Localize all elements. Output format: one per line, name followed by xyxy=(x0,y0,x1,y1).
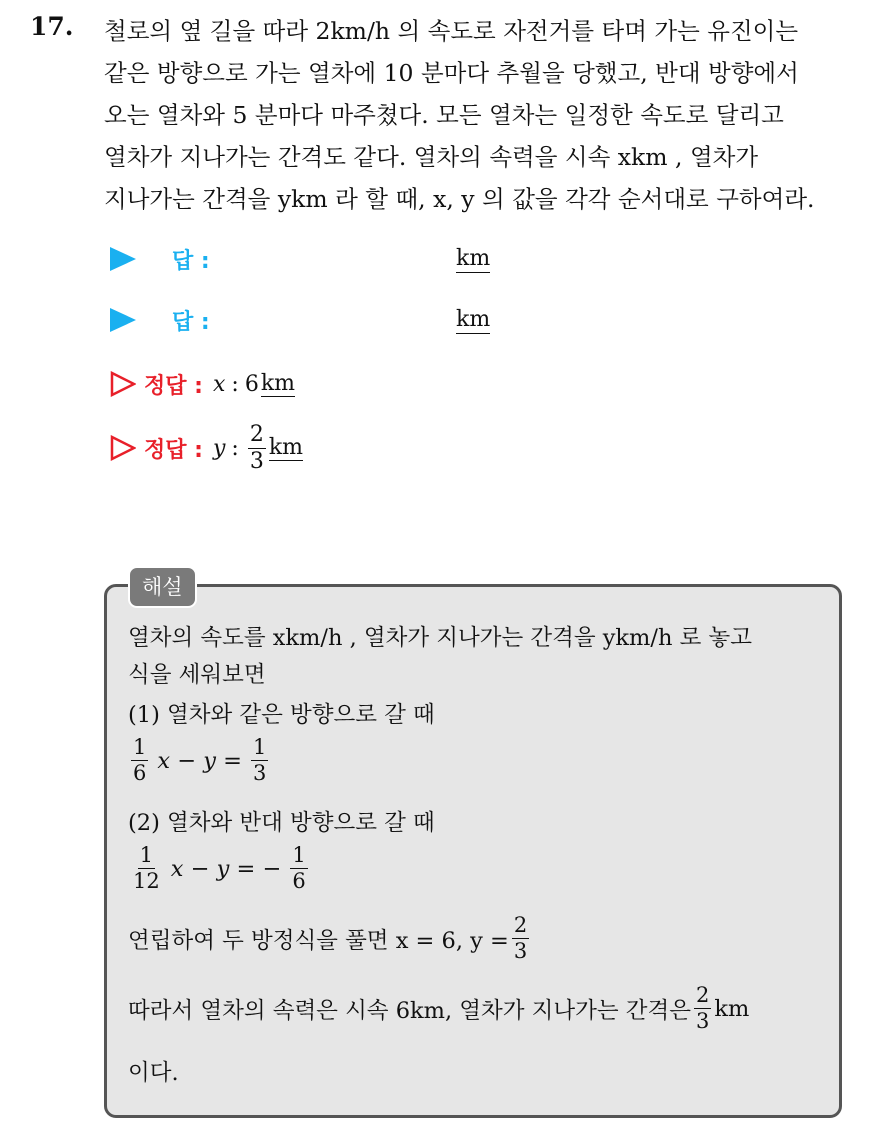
explanation-line: 식을 세워보면 xyxy=(128,662,266,688)
equation-1 xyxy=(128,737,271,784)
var-x: x xyxy=(212,371,226,397)
key-label: 정답 : xyxy=(144,373,203,399)
conclusion-text: 따라서 열차의 속력은 시속 6km, 열차가 지나가는 간격은 xyxy=(128,997,691,1024)
fraction-numerator: 1 xyxy=(139,843,154,867)
answer-row-2[interactable] xyxy=(110,300,210,340)
question-text xyxy=(104,10,864,220)
key-label: 정답 : xyxy=(144,437,203,463)
conclusion-line xyxy=(128,985,749,1032)
key-value-x xyxy=(213,372,295,397)
fraction-numerator: 2 xyxy=(695,983,710,1007)
fraction xyxy=(694,985,711,1032)
play-triangle-icon xyxy=(110,247,136,271)
solve-line xyxy=(128,915,532,962)
fraction-denominator: 3 xyxy=(249,448,264,474)
outline-triangle-icon xyxy=(110,435,136,461)
fraction xyxy=(512,915,529,962)
play-triangle-icon xyxy=(110,308,136,332)
separator: : xyxy=(231,371,239,397)
value-x: 6 xyxy=(244,371,259,397)
fraction-numerator: 1 xyxy=(292,843,306,867)
fraction-numerator: 1 xyxy=(133,735,147,759)
solve-text: 연립하여 두 방정식을 풀면 x = 6, y = xyxy=(128,927,509,954)
unit-x: km xyxy=(260,370,296,396)
fraction-denominator: 6 xyxy=(133,761,147,785)
fraction xyxy=(131,845,162,892)
fraction-numerator: 1 xyxy=(252,735,267,759)
equation-middle: x − y = − xyxy=(170,855,282,882)
question-line: 같은 방향으로 가는 열차에 10 분마다 추월을 당했고, 반대 방향에서 xyxy=(104,59,799,87)
unit-y: km xyxy=(268,434,304,460)
answer-label: 답 : xyxy=(172,248,210,274)
fraction xyxy=(290,845,307,892)
fraction-denominator: 3 xyxy=(695,1009,710,1033)
explanation-line: 열차의 속도를 xkm/h , 열차가 지나가는 간격을 ykm/h 로 놓고 xyxy=(128,625,752,651)
var-y: y xyxy=(212,435,226,461)
fraction-denominator: 3 xyxy=(513,939,528,963)
fraction-numerator: 2 xyxy=(513,913,528,937)
fraction-denominator: 12 xyxy=(133,869,160,893)
outline-triangle-icon xyxy=(110,371,136,397)
answer-label: 답 : xyxy=(172,309,210,335)
fraction-y xyxy=(248,421,266,474)
conclusion-unit: km xyxy=(714,995,750,1022)
key-value-y xyxy=(212,421,304,474)
question-line: 지나가는 간격을 ykm 라 할 때, x, y 의 값을 각각 순서대로 구하여라. xyxy=(104,185,815,213)
question-line: 열차가 지나가는 간격도 같다. 열차의 속력을 시속 xkm , 열차가 xyxy=(104,143,759,171)
explanation-tag: 해설 xyxy=(128,566,197,608)
key-row-x xyxy=(110,364,295,404)
equation-middle: x − y = xyxy=(157,747,242,774)
equation-2 xyxy=(128,845,311,892)
answer-unit-1: km xyxy=(456,246,491,271)
fraction-denominator: 6 xyxy=(292,869,306,893)
answer-row-1[interactable] xyxy=(110,239,210,279)
explanation-line: 이다. xyxy=(128,1060,179,1086)
fraction xyxy=(251,737,268,784)
question-line: 철로의 옆 길을 따라 2km/h 의 속도로 자전거를 타며 가는 유진이는 xyxy=(104,17,799,45)
explanation-line: (1) 열차와 같은 방향으로 갈 때 xyxy=(128,702,435,728)
question-number: 17. xyxy=(30,12,74,41)
fraction-numerator: 2 xyxy=(249,421,264,447)
fraction-denominator: 3 xyxy=(252,761,267,785)
separator: : xyxy=(231,435,239,461)
answer-unit-2: km xyxy=(456,307,491,332)
explanation-line: (2) 열차와 반대 방향으로 갈 때 xyxy=(128,810,435,836)
fraction xyxy=(131,737,148,784)
key-row-y xyxy=(110,418,303,478)
question-line: 오는 열차와 5 분마다 마주쳤다. 모든 열차는 일정한 속도로 달리고 xyxy=(104,101,784,129)
